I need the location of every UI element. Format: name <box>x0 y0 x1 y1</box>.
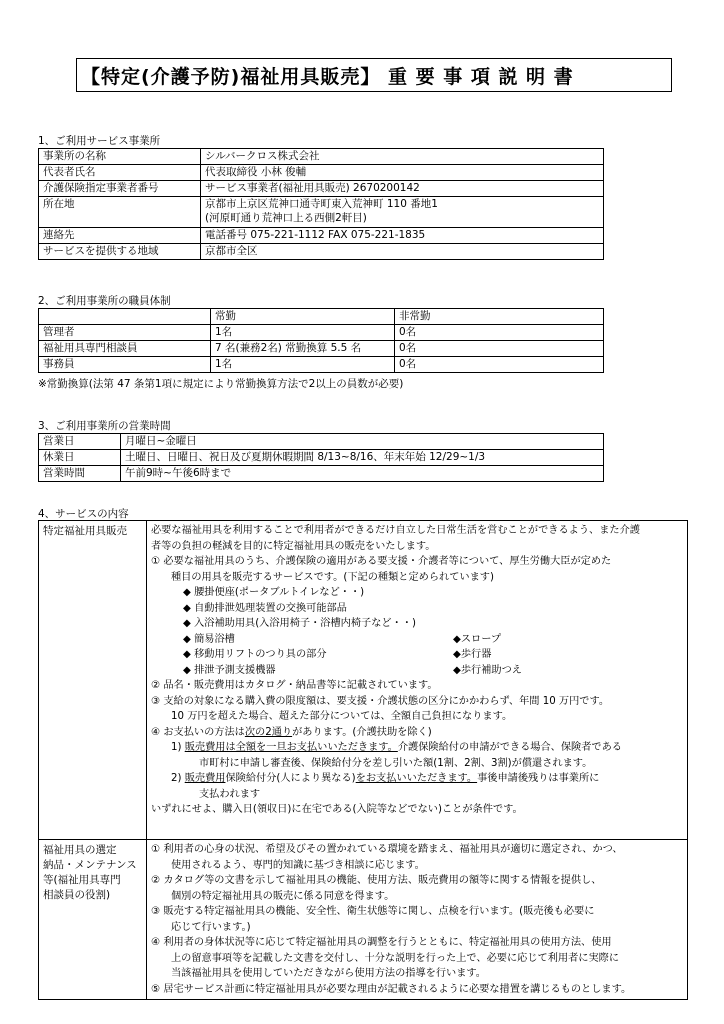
section1-table <box>38 148 604 260</box>
text-line: ③ 支給の対象になる購入費の限度額は、要支援・介護状態の区分にかかわらず、年間 10 万円です。 <box>151 695 610 707</box>
table-row <box>39 434 604 450</box>
text-line: ① 利用者の心身の状況、希望及びその置かれている環境を踏まえ、福祉用具が適切に選定され、かつ、 <box>151 844 623 855</box>
underlined-text: をお支払いいただきます。 <box>355 773 478 784</box>
text-segment: 事後申請後残りは事業所に <box>477 773 600 784</box>
text-segment: 保険給付分(人により異なる) <box>225 773 356 784</box>
label-cell: サービスを提供する地域 <box>39 244 201 260</box>
label-cell: 営業時間 <box>39 466 121 482</box>
table-row <box>39 840 688 1000</box>
table-row <box>39 165 604 181</box>
list-item-pair <box>151 632 683 648</box>
table-row <box>39 228 604 244</box>
document-title-box <box>76 58 672 92</box>
value-cell: サービス事業者(福祉用具販売) 2670200142 <box>201 181 604 197</box>
text-line <box>151 725 683 741</box>
table-row <box>39 521 688 840</box>
section4-table <box>38 520 688 1000</box>
list-item: ◆スロープ <box>453 633 502 645</box>
table-row <box>39 181 604 197</box>
label-cell: 休業日 <box>39 450 121 466</box>
value-cell: 月曜日~金曜日 <box>121 434 604 450</box>
text-line: 応じて行います。) <box>171 921 251 933</box>
underlined-text: 次の2通り <box>244 726 293 738</box>
section4-heading: 4、サービスの内容 <box>38 508 129 520</box>
content-cell <box>147 521 688 840</box>
list-item: ◆ 腰掛便座(ポータブルトイレなど・・) <box>183 587 365 598</box>
text-line: 市町村に申請し審査後、保険給付分を差し引いた額(1割、2割、3割)が償還されます。 <box>199 757 593 769</box>
list-item: ◆歩行器 <box>453 649 492 660</box>
address-line2: (河原町通り荒神口上る西側2軒目) <box>205 212 367 224</box>
label-line: 福祉用具の選定 <box>43 844 117 856</box>
table-row <box>39 325 604 341</box>
text-line: ① 必要な福祉用具のうち、介護保険の適用がある要支援・介護者等について、厚生労働大臣が定めた <box>151 556 612 567</box>
text-line: 当該福祉用具を使用していただきながら使用方法の指導を行います。 <box>171 968 486 979</box>
text-segment: ④ お支払いの方法は <box>151 726 245 738</box>
value-cell: 午前9時~午後6時まで <box>121 466 604 482</box>
parttime-cell: 0名 <box>395 325 604 341</box>
list-item-pair <box>151 663 683 679</box>
list-item: ◆ 自動排泄処理装置の交換可能部品 <box>183 602 347 614</box>
table-row <box>39 450 604 466</box>
value-cell: シルバークロス株式会社 <box>201 149 604 165</box>
text-line: ② カタログ等の文書を示して福祉用具の機能、使用方法、販売費用の額等に関する情報を提供し、 <box>151 875 602 886</box>
section1-heading: 1、ご利用サービス事業所 <box>38 135 161 147</box>
role-cell: 管理者 <box>39 325 211 341</box>
text-segment: 2) <box>171 773 185 784</box>
section2-table <box>38 308 604 373</box>
text-line <box>151 771 683 787</box>
list-item-pair <box>151 647 683 663</box>
text-line: ⑤ 居宅サービス計画に特定福祉用具が必要な理由が記載されるように必要な措置を講じるものとします。 <box>151 983 632 995</box>
label-cell: 介護保険指定事業者番号 <box>39 181 201 197</box>
text-segment: 1) <box>171 742 185 753</box>
text-line: 種目の用具を販売するサービスです。(下記の種類と定められています) <box>171 571 494 583</box>
underlined-text: 販売費用は全額を一旦お支払いいただきます。 <box>184 742 398 753</box>
list-item: ◆歩行補助つえ <box>453 664 522 676</box>
list-item: ◆ 簡易浴槽 <box>183 633 235 645</box>
table-row <box>39 197 604 228</box>
table-row <box>39 244 604 260</box>
parttime-cell: 0名 <box>395 357 604 373</box>
content-cell <box>147 840 688 1000</box>
list-item: ◆ 入浴補助用具(入浴用椅子・浴槽内椅子など・・) <box>183 618 416 629</box>
value-cell: 土曜日、日曜日、祝日及び夏期休暇期間 8/13~8/16、年末年始 12/29~1/3 <box>121 450 604 466</box>
text-line: 者等の負担の軽減を目的に特定福祉用具の販売をいたします。 <box>151 540 436 552</box>
text-line: 上の留意事項等を記載した文書を交付し、十分な説明を行った上で、必要に応じて利用者に実際に <box>171 952 620 964</box>
table-row <box>39 466 604 482</box>
label-cell: 所在地 <box>39 197 201 228</box>
text-line <box>151 740 683 756</box>
parttime-cell: 0名 <box>395 341 604 357</box>
text-line: ② 品名・販売費用はカタログ・納品書等に記載されています。 <box>151 680 438 691</box>
table-row <box>39 149 604 165</box>
table-row <box>39 341 604 357</box>
header-cell <box>39 309 211 325</box>
header-cell: 非常勤 <box>395 309 604 325</box>
list-item: ◆ 移動用リフトのつり具の部分 <box>183 649 327 660</box>
section2-heading: 2、ご利用事業所の職員体制 <box>38 295 171 307</box>
section3-table <box>38 433 604 482</box>
text-line: ③ 販売する特定福祉用具の機能、安全性、衛生状態等に関し、点検を行います。(販売後も必要に <box>151 906 595 917</box>
value-cell: 代表取締役 小林 俊輔 <box>201 165 604 181</box>
list-item: ◆ 排泄予測支援機器 <box>183 664 276 676</box>
label-cell: 連絡先 <box>39 228 201 244</box>
value-cell <box>201 197 604 228</box>
text-line: いずれにせよ、購入日(領収日)に在宅である(入院等などでない)ことが条件です。 <box>151 804 523 815</box>
label-cell: 営業日 <box>39 434 121 450</box>
label-line: 納品・メンテナンス <box>43 859 137 871</box>
fulltime-equivalent-note: ※常勤換算(法第 47 条第1項に規定により常勤換算方法で2以上の員数が必要) <box>38 378 404 390</box>
table-header-row <box>39 309 604 325</box>
label-line: 等(福祉用具専門 <box>43 874 121 886</box>
label-line: 相談員の役割) <box>43 889 111 901</box>
text-line: 支払われます <box>199 788 261 800</box>
label-cell: 事業所の名称 <box>39 149 201 165</box>
label-cell: 特定福祉用具販売 <box>39 521 147 840</box>
address-line1: 京都市上京区荒神口通寺町東入荒神町 110 番地1 <box>205 198 438 210</box>
value-cell: 京都市全区 <box>201 244 604 260</box>
text-line: 個別の特定福祉用具の販売に係る同意を得ます。 <box>171 890 395 902</box>
value-cell: 電話番号 075-221-1112 FAX 075-221-1835 <box>201 228 604 244</box>
fulltime-cell: 7 名(兼務2名) 常勤換算 5.5 名 <box>211 341 395 357</box>
text-segment: があります。(介護扶助を除く) <box>292 726 432 738</box>
underlined-text: 販売費用 <box>184 773 226 784</box>
fulltime-cell: 1名 <box>211 357 395 373</box>
text-line: 10 万円を超えた場合、超えた部分については、全額自己負担になります。 <box>171 711 513 722</box>
fulltime-cell: 1名 <box>211 325 395 341</box>
table-row <box>39 357 604 373</box>
label-cell: 代表者氏名 <box>39 165 201 181</box>
header-cell: 常勤 <box>211 309 395 325</box>
text-line: 使用されるよう、専門的知識に基づき相談に応じます。 <box>171 859 425 871</box>
text-line: 必要な福祉用具を利用することで利用者ができるだけ自立した日常生活を営むことができるよう、また介護 <box>151 525 640 536</box>
text-line: ④ 利用者の身体状況等に応じて特定福祉用具の調整を行うとともに、特定福祉用具の使用方法、使用 <box>151 937 612 948</box>
label-cell <box>39 840 147 1000</box>
role-cell: 事務員 <box>39 357 211 373</box>
text-segment: 介護保険給付の申請ができる場合、保険者である <box>397 742 622 753</box>
document-title: 【特定(介護予防)福祉用具販売】 重 要 事 項 説 明 書 <box>81 65 574 88</box>
role-cell: 福祉用具専門相談員 <box>39 341 211 357</box>
section3-heading: 3、ご利用事業所の営業時間 <box>38 420 171 432</box>
